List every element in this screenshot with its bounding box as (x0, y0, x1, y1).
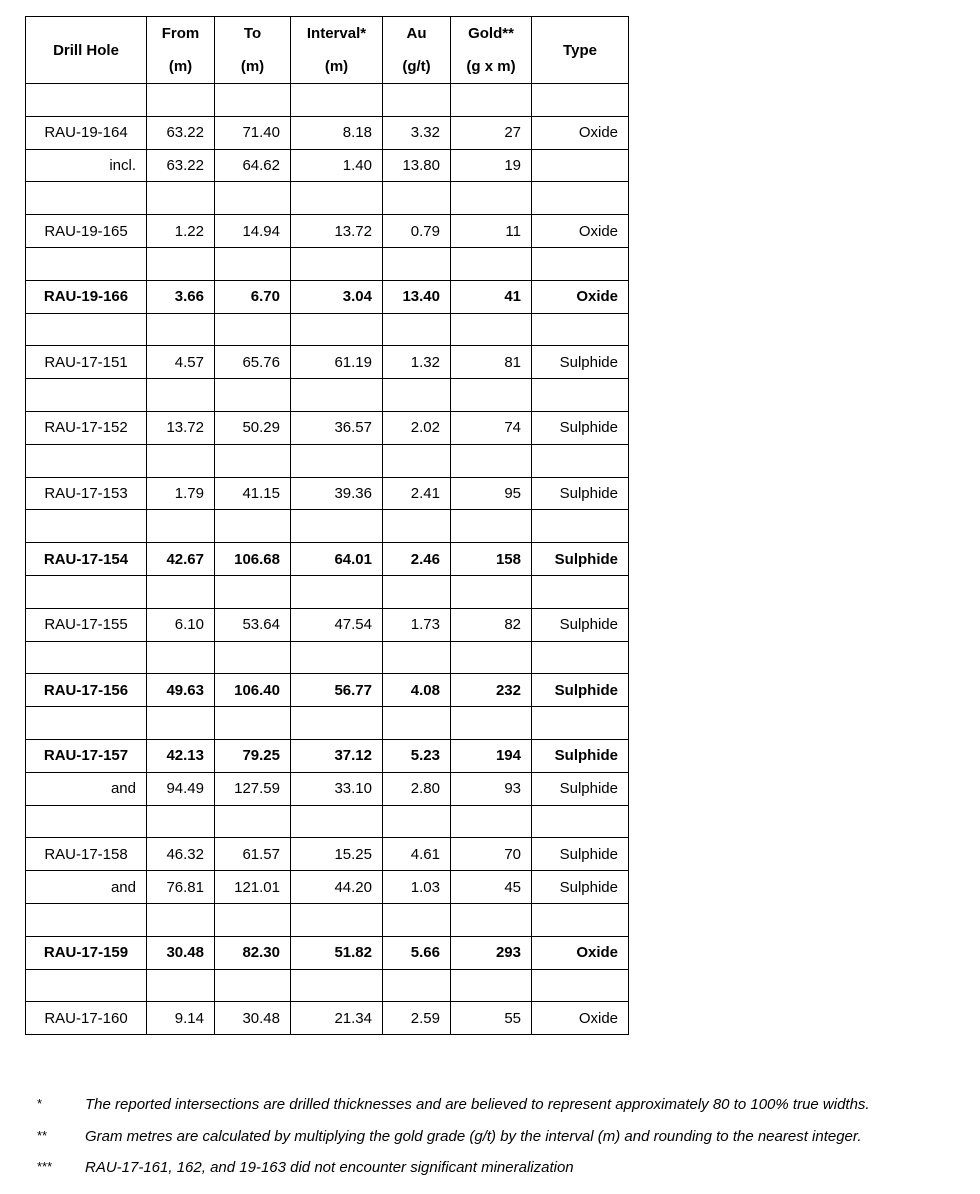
cell-from: 63.22 (147, 149, 215, 182)
cell-au (383, 510, 451, 543)
cell-drill-hole (26, 641, 147, 674)
cell-from (147, 379, 215, 412)
table-row (26, 805, 629, 838)
cell-interval (291, 247, 383, 280)
cell-interval: 8.18 (291, 116, 383, 149)
cell-interval (291, 379, 383, 412)
cell-drill-hole (26, 247, 147, 280)
cell-interval: 61.19 (291, 346, 383, 379)
cell-gold (451, 575, 532, 608)
table-row (26, 280, 629, 313)
cell-drill-hole (26, 84, 147, 117)
cell-drill-hole: RAU-17-153 (26, 477, 147, 510)
cell-type (532, 805, 629, 838)
cell-au (383, 575, 451, 608)
cell-to: 50.29 (215, 411, 291, 444)
footnote-text: The reported intersections are drilled thicknesses and are believed to represent approximately 80 to 100% true widths. (85, 1096, 870, 1113)
cell-to: 127.59 (215, 772, 291, 805)
cell-interval: 56.77 (291, 674, 383, 707)
cell-gold (451, 313, 532, 346)
cell-type: Sulphide (532, 772, 629, 805)
cell-type: Sulphide (532, 346, 629, 379)
cell-drill-hole: RAU-17-151 (26, 346, 147, 379)
drill-results-table (25, 16, 629, 1035)
cell-to: 82.30 (215, 936, 291, 969)
cell-au: 2.02 (383, 411, 451, 444)
cell-to: 64.62 (215, 149, 291, 182)
cell-drill-hole (26, 510, 147, 543)
table-row (26, 215, 629, 248)
cell-interval: 21.34 (291, 1002, 383, 1035)
cell-to: 121.01 (215, 871, 291, 904)
header-from: From (m) (147, 17, 215, 84)
table-row (26, 379, 629, 412)
cell-to (215, 444, 291, 477)
cell-to (215, 247, 291, 280)
cell-au (383, 444, 451, 477)
cell-to: 41.15 (215, 477, 291, 510)
cell-from (147, 444, 215, 477)
cell-au: 0.79 (383, 215, 451, 248)
cell-from (147, 84, 215, 117)
table-row (26, 608, 629, 641)
cell-from: 94.49 (147, 772, 215, 805)
cell-gold: 95 (451, 477, 532, 510)
header-row (26, 17, 629, 84)
cell-drill-hole: RAU-17-157 (26, 739, 147, 772)
cell-au: 4.61 (383, 838, 451, 871)
cell-to: 71.40 (215, 116, 291, 149)
cell-gold: 293 (451, 936, 532, 969)
cell-interval (291, 707, 383, 740)
cell-drill-hole (26, 969, 147, 1002)
cell-from: 3.66 (147, 280, 215, 313)
cell-gold: 41 (451, 280, 532, 313)
cell-type: Oxide (532, 1002, 629, 1035)
cell-to: 30.48 (215, 1002, 291, 1035)
cell-interval (291, 575, 383, 608)
cell-to: 106.40 (215, 674, 291, 707)
cell-drill-hole (26, 379, 147, 412)
cell-drill-hole: RAU-17-152 (26, 411, 147, 444)
table-row (26, 346, 629, 379)
cell-gold: 93 (451, 772, 532, 805)
cell-from: 9.14 (147, 1002, 215, 1035)
cell-au (383, 379, 451, 412)
cell-au (383, 969, 451, 1002)
table-row (26, 739, 629, 772)
cell-interval: 39.36 (291, 477, 383, 510)
cell-type: Sulphide (532, 674, 629, 707)
footnote-mark: * (37, 1096, 43, 1111)
cell-gold: 81 (451, 346, 532, 379)
cell-drill-hole: RAU-17-160 (26, 1002, 147, 1035)
footnote-text: RAU-17-161, 162, and 19-163 did not encounter significant mineralization (85, 1159, 574, 1176)
cell-to (215, 510, 291, 543)
cell-type (532, 379, 629, 412)
cell-from (147, 182, 215, 215)
cell-from: 49.63 (147, 674, 215, 707)
cell-interval (291, 641, 383, 674)
cell-drill-hole: incl. (26, 149, 147, 182)
cell-from: 42.67 (147, 543, 215, 576)
cell-to (215, 182, 291, 215)
cell-type (532, 510, 629, 543)
cell-drill-hole: RAU-17-155 (26, 608, 147, 641)
cell-from (147, 313, 215, 346)
cell-interval: 33.10 (291, 772, 383, 805)
table-row (26, 182, 629, 215)
table-row (26, 871, 629, 904)
cell-from: 63.22 (147, 116, 215, 149)
cell-drill-hole: and (26, 772, 147, 805)
cell-gold (451, 379, 532, 412)
cell-to (215, 969, 291, 1002)
cell-to: 61.57 (215, 838, 291, 871)
cell-to (215, 313, 291, 346)
cell-au (383, 707, 451, 740)
cell-interval: 1.40 (291, 149, 383, 182)
cell-from (147, 641, 215, 674)
cell-to (215, 903, 291, 936)
cell-au (383, 805, 451, 838)
cell-au: 3.32 (383, 116, 451, 149)
cell-from (147, 575, 215, 608)
cell-to: 6.70 (215, 280, 291, 313)
cell-drill-hole (26, 444, 147, 477)
header-to: To (m) (215, 17, 291, 84)
cell-from: 76.81 (147, 871, 215, 904)
cell-au: 2.80 (383, 772, 451, 805)
cell-from: 1.79 (147, 477, 215, 510)
cell-gold: 19 (451, 149, 532, 182)
header-au: Au (g/t) (383, 17, 451, 84)
cell-au: 1.73 (383, 608, 451, 641)
cell-gold: 27 (451, 116, 532, 149)
table-row (26, 313, 629, 346)
cell-drill-hole: RAU-17-158 (26, 838, 147, 871)
cell-to: 65.76 (215, 346, 291, 379)
cell-from (147, 247, 215, 280)
cell-from: 46.32 (147, 838, 215, 871)
cell-gold (451, 707, 532, 740)
header-type: Type (532, 17, 629, 84)
cell-interval: 15.25 (291, 838, 383, 871)
cell-type (532, 707, 629, 740)
cell-drill-hole: RAU-17-154 (26, 543, 147, 576)
cell-au: 1.32 (383, 346, 451, 379)
table-row (26, 411, 629, 444)
table-row (26, 707, 629, 740)
cell-from (147, 903, 215, 936)
cell-au: 5.23 (383, 739, 451, 772)
cell-interval (291, 313, 383, 346)
cell-drill-hole (26, 805, 147, 838)
cell-au (383, 903, 451, 936)
cell-au: 13.40 (383, 280, 451, 313)
cell-drill-hole: RAU-19-164 (26, 116, 147, 149)
cell-to (215, 84, 291, 117)
cell-gold (451, 247, 532, 280)
cell-gold: 74 (451, 411, 532, 444)
cell-type: Sulphide (532, 608, 629, 641)
cell-to (215, 575, 291, 608)
footnote-mark: *** (37, 1159, 53, 1174)
cell-interval (291, 444, 383, 477)
cell-interval (291, 84, 383, 117)
cell-type (532, 247, 629, 280)
cell-type: Sulphide (532, 477, 629, 510)
table-row (26, 543, 629, 576)
cell-type: Sulphide (532, 871, 629, 904)
cell-to: 79.25 (215, 739, 291, 772)
cell-type (532, 313, 629, 346)
footnote-text: Gram metres are calculated by multiplying the gold grade (g/t) by the interval (m) and rounding to the nearest integer. (85, 1127, 862, 1145)
cell-gold (451, 805, 532, 838)
cell-type: Oxide (532, 936, 629, 969)
table-row (26, 1002, 629, 1035)
cell-from: 13.72 (147, 411, 215, 444)
cell-drill-hole (26, 707, 147, 740)
cell-to (215, 707, 291, 740)
cell-from (147, 805, 215, 838)
cell-type: Oxide (532, 215, 629, 248)
cell-from: 42.13 (147, 739, 215, 772)
table-row (26, 477, 629, 510)
table-row (26, 444, 629, 477)
cell-gold: 45 (451, 871, 532, 904)
cell-gold (451, 641, 532, 674)
cell-from: 4.57 (147, 346, 215, 379)
cell-type (532, 641, 629, 674)
cell-type (532, 182, 629, 215)
cell-au (383, 313, 451, 346)
cell-interval: 3.04 (291, 280, 383, 313)
table-row (26, 969, 629, 1002)
cell-interval: 13.72 (291, 215, 383, 248)
cell-drill-hole: RAU-19-166 (26, 280, 147, 313)
table-row (26, 247, 629, 280)
cell-drill-hole: and (26, 871, 147, 904)
cell-type (532, 575, 629, 608)
cell-interval: 51.82 (291, 936, 383, 969)
cell-type: Sulphide (532, 411, 629, 444)
table-row (26, 936, 629, 969)
cell-au: 13.80 (383, 149, 451, 182)
table-row (26, 674, 629, 707)
cell-gold: 158 (451, 543, 532, 576)
cell-drill-hole (26, 313, 147, 346)
cell-au: 4.08 (383, 674, 451, 707)
header-interval: Interval* (m) (291, 17, 383, 84)
cell-interval: 44.20 (291, 871, 383, 904)
cell-gold: 11 (451, 215, 532, 248)
cell-type (532, 969, 629, 1002)
table-row (26, 84, 629, 117)
cell-gold (451, 903, 532, 936)
cell-to: 14.94 (215, 215, 291, 248)
cell-to (215, 641, 291, 674)
cell-type (532, 903, 629, 936)
cell-au: 2.59 (383, 1002, 451, 1035)
cell-drill-hole (26, 182, 147, 215)
cell-to (215, 379, 291, 412)
cell-gold: 82 (451, 608, 532, 641)
cell-gold (451, 84, 532, 117)
cell-to (215, 805, 291, 838)
cell-gold (451, 182, 532, 215)
cell-from: 30.48 (147, 936, 215, 969)
footnote-mark: ** (37, 1127, 48, 1143)
cell-au (383, 84, 451, 117)
cell-drill-hole (26, 575, 147, 608)
table-row (26, 903, 629, 936)
cell-gold: 55 (451, 1002, 532, 1035)
cell-type: Oxide (532, 116, 629, 149)
cell-interval: 36.57 (291, 411, 383, 444)
cell-type: Sulphide (532, 739, 629, 772)
cell-drill-hole (26, 903, 147, 936)
table-row (26, 116, 629, 149)
cell-interval: 64.01 (291, 543, 383, 576)
cell-interval (291, 182, 383, 215)
cell-gold (451, 969, 532, 1002)
header-drill-hole: Drill Hole (26, 17, 147, 84)
cell-from (147, 707, 215, 740)
cell-au (383, 247, 451, 280)
header-gold: Gold** (g x m) (451, 17, 532, 84)
cell-interval: 47.54 (291, 608, 383, 641)
table-row (26, 772, 629, 805)
cell-type: Sulphide (532, 838, 629, 871)
cell-from (147, 969, 215, 1002)
cell-gold: 70 (451, 838, 532, 871)
table-row (26, 149, 629, 182)
cell-type: Sulphide (532, 543, 629, 576)
cell-gold (451, 510, 532, 543)
cell-drill-hole: RAU-19-165 (26, 215, 147, 248)
cell-interval: 37.12 (291, 739, 383, 772)
cell-from (147, 510, 215, 543)
cell-au (383, 182, 451, 215)
table-row (26, 641, 629, 674)
cell-au (383, 641, 451, 674)
cell-au: 1.03 (383, 871, 451, 904)
cell-from: 1.22 (147, 215, 215, 248)
cell-interval (291, 969, 383, 1002)
table-row (26, 510, 629, 543)
cell-type (532, 84, 629, 117)
cell-gold: 232 (451, 674, 532, 707)
cell-to: 106.68 (215, 543, 291, 576)
cell-interval (291, 805, 383, 838)
cell-type (532, 149, 629, 182)
cell-interval (291, 903, 383, 936)
table-row (26, 838, 629, 871)
cell-au: 2.41 (383, 477, 451, 510)
cell-type (532, 444, 629, 477)
cell-gold: 194 (451, 739, 532, 772)
cell-au: 5.66 (383, 936, 451, 969)
cell-drill-hole: RAU-17-159 (26, 936, 147, 969)
cell-gold (451, 444, 532, 477)
cell-drill-hole: RAU-17-156 (26, 674, 147, 707)
cell-from: 6.10 (147, 608, 215, 641)
cell-type: Oxide (532, 280, 629, 313)
table-row (26, 575, 629, 608)
cell-to: 53.64 (215, 608, 291, 641)
cell-interval (291, 510, 383, 543)
cell-au: 2.46 (383, 543, 451, 576)
